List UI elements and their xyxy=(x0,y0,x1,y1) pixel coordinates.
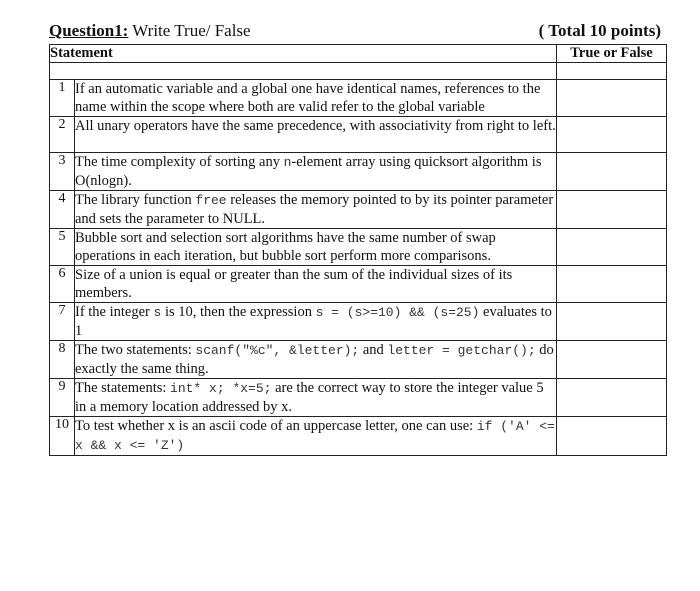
row-number: 8 xyxy=(50,341,75,379)
code-snippet: s = (s>=10) && (s=25) xyxy=(315,305,480,320)
row-number: 1 xyxy=(50,80,75,117)
statement-text: are the correct way to store the integer value 5 in a memory location addressed by x. xyxy=(75,380,544,415)
answer-cell[interactable] xyxy=(557,229,667,266)
statement-text: evaluates to 1 xyxy=(75,304,552,339)
statement-text: To test whether x is an ascii code of an uppercase letter, one can use: xyxy=(75,418,477,434)
statement-text: The time complexity of sorting any xyxy=(75,154,284,170)
statement-cell xyxy=(75,229,557,266)
code-snippet: if ('A' <= x && x <= 'Z') xyxy=(75,419,555,453)
statement-cell xyxy=(75,303,557,341)
code-snippet: letter = getchar(); xyxy=(387,343,536,358)
row-number: 5 xyxy=(50,229,75,266)
question-header xyxy=(49,16,665,44)
total-points: ( Total 10 points) xyxy=(538,21,661,40)
code-snippet: s xyxy=(153,305,162,320)
table-row xyxy=(50,191,667,229)
statement-cell xyxy=(75,153,557,191)
table-row xyxy=(50,379,667,417)
statement-text: The library function xyxy=(75,192,196,208)
statement-text: Size of a union is equal or greater than the sum of the individual sizes of its members. xyxy=(75,267,513,301)
table-row xyxy=(50,303,667,341)
table-row xyxy=(50,117,667,153)
row-number: 10 xyxy=(50,417,75,456)
answer-cell[interactable] xyxy=(557,266,667,303)
statement-text: -element array using quicksort algorithm is O(nlogn). xyxy=(75,154,542,189)
table-header-row xyxy=(50,45,667,63)
row-number: 2 xyxy=(50,117,75,153)
answer-cell[interactable] xyxy=(557,417,667,456)
statement-text: If the integer xyxy=(75,304,154,320)
statement-cell xyxy=(75,341,557,379)
statement-text: do exactly the same thing. xyxy=(75,342,554,377)
statement-cell xyxy=(75,266,557,303)
statement-cell xyxy=(75,80,557,117)
statement-text: If an automatic variable and a global one have identical names, references to the name within the scope where both are valid refer to the global variable xyxy=(75,81,541,115)
answer-cell[interactable] xyxy=(557,303,667,341)
answer-cell[interactable] xyxy=(557,191,667,229)
row-number: 3 xyxy=(50,153,75,191)
statement-cell xyxy=(75,417,557,456)
statement-column-header: Statement xyxy=(50,45,557,63)
statement-text: is 10, then the expression xyxy=(161,304,316,320)
code-snippet: n xyxy=(283,155,292,170)
table-row xyxy=(50,417,667,456)
row-number: 6 xyxy=(50,266,75,303)
statement-cell xyxy=(75,117,557,153)
code-snippet: scanf("%c", &letter); xyxy=(195,343,360,358)
row-number: 9 xyxy=(50,379,75,417)
question-number-label: Question1: xyxy=(49,21,129,40)
answer-cell[interactable] xyxy=(557,341,667,379)
answer-column-header: True or False xyxy=(557,45,667,63)
statement-text: releases the memory pointed to by its pointer parameter and sets the parameter to NULL. xyxy=(75,192,554,227)
table-row xyxy=(50,80,667,117)
row-number: 7 xyxy=(50,303,75,341)
question-title xyxy=(49,21,251,41)
statement-text: The statements: xyxy=(75,380,171,396)
code-snippet: free xyxy=(195,193,227,208)
answer-cell[interactable] xyxy=(557,80,667,117)
question-instruction: Write True/ False xyxy=(128,21,251,40)
true-false-table xyxy=(49,44,667,456)
statement-text: All unary operators have the same precedence, with associativity from right to left. xyxy=(75,118,556,134)
spacer-row xyxy=(50,63,667,80)
statement-text: and xyxy=(359,342,388,358)
table-row xyxy=(50,266,667,303)
answer-cell[interactable] xyxy=(557,379,667,417)
statement-text: The two statements: xyxy=(75,342,196,358)
statement-cell xyxy=(75,191,557,229)
table-row xyxy=(50,341,667,379)
row-number: 4 xyxy=(50,191,75,229)
statement-cell xyxy=(75,379,557,417)
answer-cell[interactable] xyxy=(557,117,667,153)
statement-text: Bubble sort and selection sort algorithms have the same number of swap operations in each iteration, but bubble sort perform more comparisons. xyxy=(75,230,496,264)
answer-cell[interactable] xyxy=(557,153,667,191)
table-row xyxy=(50,229,667,266)
table-row xyxy=(50,153,667,191)
code-snippet: int* x; *x=5; xyxy=(170,381,272,396)
